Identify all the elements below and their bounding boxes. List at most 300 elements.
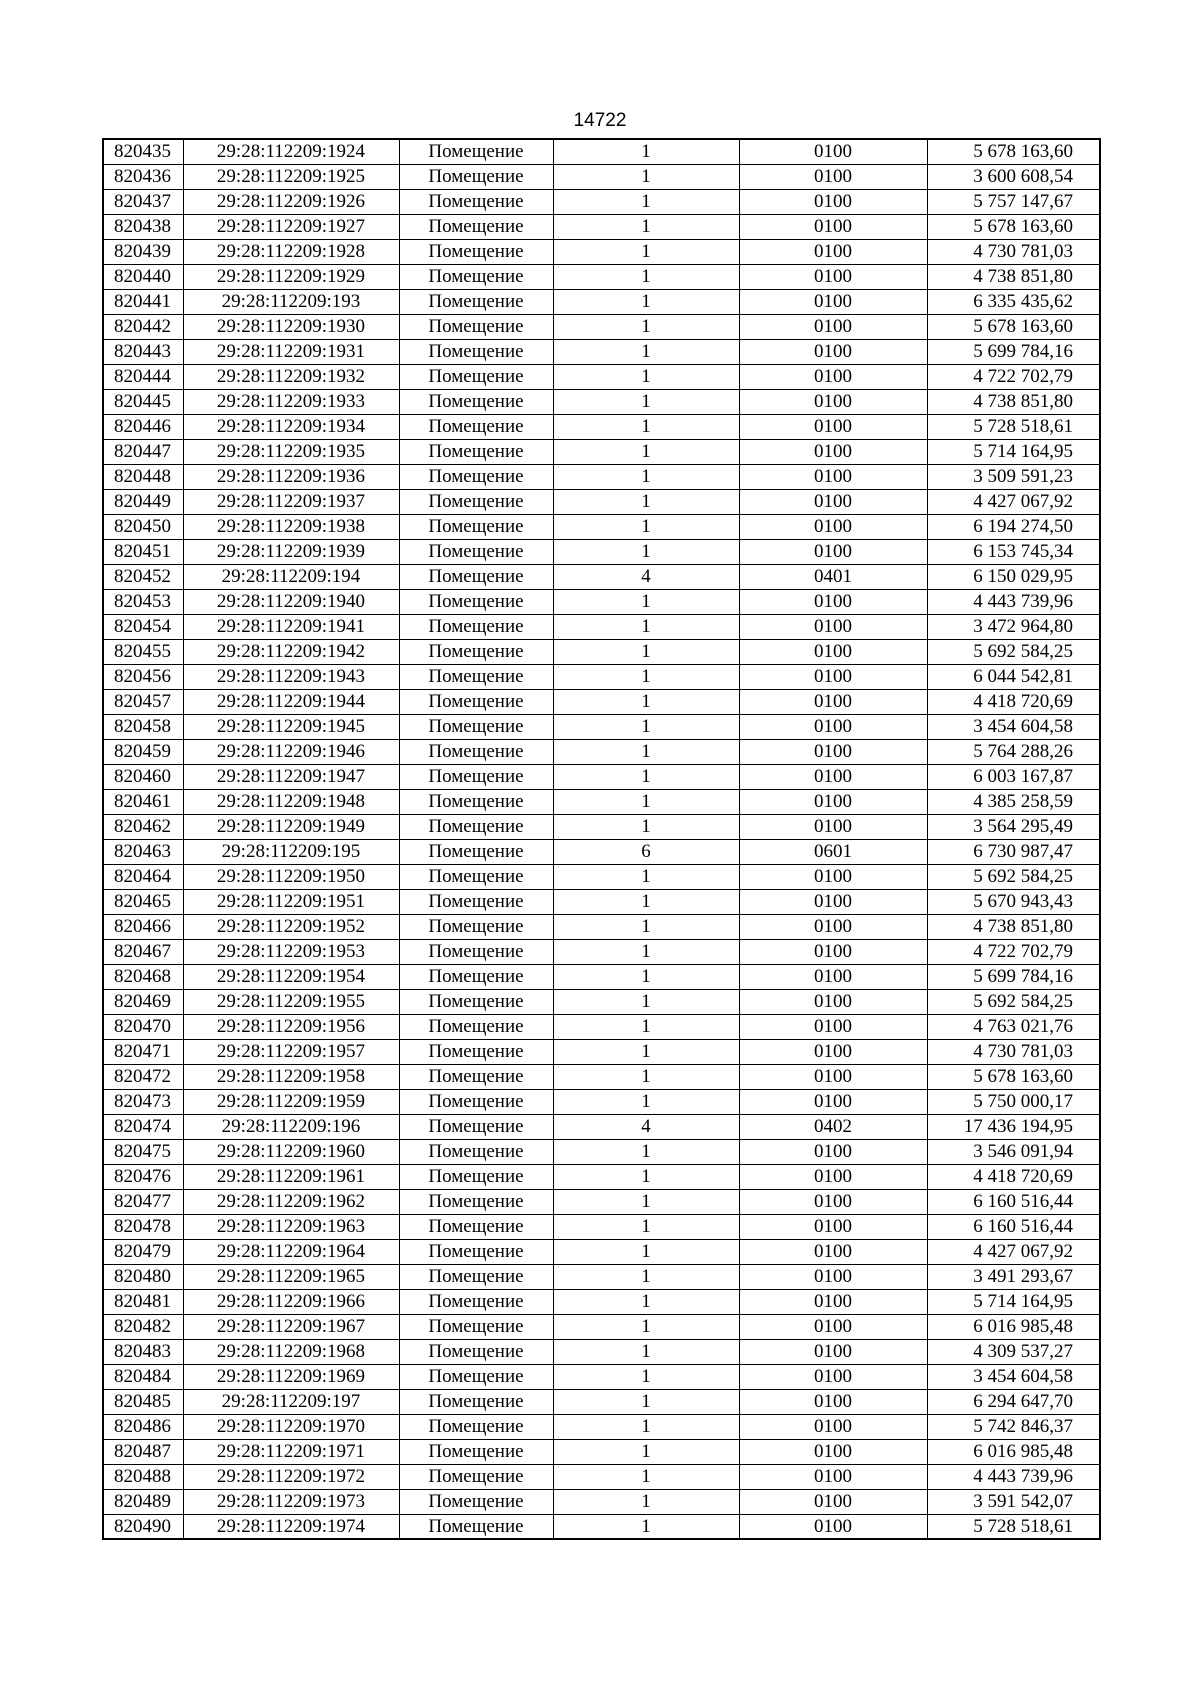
code-cell: 0100 [739, 1489, 927, 1514]
object-type-cell: Помещение [399, 514, 553, 539]
row-number-cell: 820456 [103, 664, 183, 689]
table-row [103, 164, 1100, 189]
table-row [103, 614, 1100, 639]
row-number-cell: 820441 [103, 289, 183, 314]
floor-cell: 1 [553, 289, 739, 314]
cadastral-value-cell: 6 194 274,50 [927, 514, 1100, 539]
object-type-cell: Помещение [399, 789, 553, 814]
code-cell: 0100 [739, 789, 927, 814]
object-type-cell: Помещение [399, 1064, 553, 1089]
floor-cell: 1 [553, 1339, 739, 1364]
row-number-cell: 820458 [103, 714, 183, 739]
row-number-cell: 820481 [103, 1289, 183, 1314]
cadastral-number-cell: 29:28:112209:1928 [183, 239, 399, 264]
table-row [103, 314, 1100, 339]
object-type-cell: Помещение [399, 1464, 553, 1489]
row-number-cell: 820450 [103, 514, 183, 539]
row-number-cell: 820480 [103, 1264, 183, 1289]
row-number-cell: 820448 [103, 464, 183, 489]
table-row [103, 1439, 1100, 1464]
row-number-cell: 820435 [103, 139, 183, 164]
code-cell: 0100 [739, 814, 927, 839]
floor-cell: 1 [553, 1489, 739, 1514]
table-row [103, 1114, 1100, 1139]
table-row [103, 1239, 1100, 1264]
table-row [103, 1139, 1100, 1164]
cadastral-value-cell: 4 738 851,80 [927, 914, 1100, 939]
table-row [103, 1339, 1100, 1364]
registry-table [102, 138, 1101, 1540]
code-cell: 0100 [739, 914, 927, 939]
code-cell: 0100 [739, 489, 927, 514]
row-number-cell: 820455 [103, 639, 183, 664]
code-cell: 0100 [739, 1464, 927, 1489]
object-type-cell: Помещение [399, 239, 553, 264]
cadastral-number-cell: 29:28:112209:1937 [183, 489, 399, 514]
table-row [103, 189, 1100, 214]
object-type-cell: Помещение [399, 164, 553, 189]
cadastral-number-cell: 29:28:112209:1945 [183, 714, 399, 739]
row-number-cell: 820449 [103, 489, 183, 514]
row-number-cell: 820459 [103, 739, 183, 764]
cadastral-value-cell: 5 678 163,60 [927, 139, 1100, 164]
row-number-cell: 820476 [103, 1164, 183, 1189]
cadastral-value-cell: 3 591 542,07 [927, 1489, 1100, 1514]
object-type-cell: Помещение [399, 714, 553, 739]
floor-cell: 1 [553, 214, 739, 239]
registry-table-body [103, 139, 1100, 1539]
cadastral-number-cell: 29:28:112209:1959 [183, 1089, 399, 1114]
object-type-cell: Помещение [399, 339, 553, 364]
row-number-cell: 820445 [103, 389, 183, 414]
floor-cell: 1 [553, 1314, 739, 1339]
table-row [103, 239, 1100, 264]
row-number-cell: 820443 [103, 339, 183, 364]
object-type-cell: Помещение [399, 1439, 553, 1464]
object-type-cell: Помещение [399, 464, 553, 489]
floor-cell: 1 [553, 614, 739, 639]
cadastral-number-cell: 29:28:112209:1956 [183, 1014, 399, 1039]
cadastral-number-cell: 29:28:112209:1930 [183, 314, 399, 339]
floor-cell: 1 [553, 264, 739, 289]
table-row [103, 464, 1100, 489]
code-cell: 0100 [739, 864, 927, 889]
cadastral-value-cell: 5 699 784,16 [927, 339, 1100, 364]
cadastral-number-cell: 29:28:112209:1960 [183, 1139, 399, 1164]
object-type-cell: Помещение [399, 1039, 553, 1064]
code-cell: 0100 [739, 1089, 927, 1114]
cadastral-number-cell: 29:28:112209:1935 [183, 439, 399, 464]
cadastral-number-cell: 29:28:112209:1929 [183, 264, 399, 289]
cadastral-value-cell: 5 678 163,60 [927, 1064, 1100, 1089]
floor-cell: 1 [553, 489, 739, 514]
cadastral-value-cell: 3 509 591,23 [927, 464, 1100, 489]
floor-cell: 1 [553, 464, 739, 489]
floor-cell: 1 [553, 989, 739, 1014]
cadastral-value-cell: 4 427 067,92 [927, 489, 1100, 514]
floor-cell: 1 [553, 514, 739, 539]
object-type-cell: Помещение [399, 139, 553, 164]
cadastral-number-cell: 29:28:112209:197 [183, 1389, 399, 1414]
object-type-cell: Помещение [399, 1514, 553, 1539]
floor-cell: 1 [553, 1064, 739, 1089]
table-row [103, 1364, 1100, 1389]
cadastral-value-cell: 6 730 987,47 [927, 839, 1100, 864]
floor-cell: 1 [553, 314, 739, 339]
row-number-cell: 820470 [103, 1014, 183, 1039]
cadastral-value-cell: 6 294 647,70 [927, 1389, 1100, 1414]
code-cell: 0100 [739, 689, 927, 714]
object-type-cell: Помещение [399, 814, 553, 839]
table-row [103, 339, 1100, 364]
cadastral-value-cell: 6 160 516,44 [927, 1189, 1100, 1214]
object-type-cell: Помещение [399, 1189, 553, 1214]
object-type-cell: Помещение [399, 589, 553, 614]
cadastral-value-cell: 3 454 604,58 [927, 1364, 1100, 1389]
cadastral-value-cell: 4 730 781,03 [927, 239, 1100, 264]
table-row [103, 139, 1100, 164]
object-type-cell: Помещение [399, 1339, 553, 1364]
code-cell: 0100 [739, 514, 927, 539]
code-cell: 0100 [739, 314, 927, 339]
code-cell: 0401 [739, 564, 927, 589]
floor-cell: 1 [553, 1414, 739, 1439]
cadastral-number-cell: 29:28:112209:195 [183, 839, 399, 864]
floor-cell: 1 [553, 164, 739, 189]
object-type-cell: Помещение [399, 1314, 553, 1339]
cadastral-value-cell: 6 044 542,81 [927, 664, 1100, 689]
row-number-cell: 820464 [103, 864, 183, 889]
table-row [103, 1189, 1100, 1214]
object-type-cell: Помещение [399, 1414, 553, 1439]
code-cell: 0100 [739, 289, 927, 314]
object-type-cell: Помещение [399, 664, 553, 689]
table-row [103, 864, 1100, 889]
object-type-cell: Помещение [399, 739, 553, 764]
table-row [103, 1414, 1100, 1439]
code-cell: 0100 [739, 164, 927, 189]
object-type-cell: Помещение [399, 1489, 553, 1514]
object-type-cell: Помещение [399, 989, 553, 1014]
cadastral-value-cell: 4 722 702,79 [927, 364, 1100, 389]
floor-cell: 1 [553, 764, 739, 789]
floor-cell: 1 [553, 1439, 739, 1464]
cadastral-value-cell: 5 750 000,17 [927, 1089, 1100, 1114]
object-type-cell: Помещение [399, 764, 553, 789]
cadastral-value-cell: 4 385 258,59 [927, 789, 1100, 814]
table-row [103, 1064, 1100, 1089]
code-cell: 0100 [739, 339, 927, 364]
cadastral-number-cell: 29:28:112209:1925 [183, 164, 399, 189]
object-type-cell: Помещение [399, 839, 553, 864]
cadastral-value-cell: 4 722 702,79 [927, 939, 1100, 964]
floor-cell: 1 [553, 1364, 739, 1389]
row-number-cell: 820460 [103, 764, 183, 789]
object-type-cell: Помещение [399, 1389, 553, 1414]
cadastral-value-cell: 4 443 739,96 [927, 589, 1100, 614]
cadastral-value-cell: 4 738 851,80 [927, 389, 1100, 414]
table-row [103, 1089, 1100, 1114]
cadastral-value-cell: 5 728 518,61 [927, 414, 1100, 439]
row-number-cell: 820447 [103, 439, 183, 464]
floor-cell: 1 [553, 639, 739, 664]
table-row [103, 1214, 1100, 1239]
cadastral-number-cell: 29:28:112209:1968 [183, 1339, 399, 1364]
cadastral-value-cell: 5 678 163,60 [927, 214, 1100, 239]
row-number-cell: 820451 [103, 539, 183, 564]
cadastral-number-cell: 29:28:112209:1967 [183, 1314, 399, 1339]
cadastral-number-cell: 29:28:112209:1932 [183, 364, 399, 389]
floor-cell: 1 [553, 1089, 739, 1114]
table-row [103, 964, 1100, 989]
cadastral-number-cell: 29:28:112209:1949 [183, 814, 399, 839]
cadastral-number-cell: 29:28:112209:1927 [183, 214, 399, 239]
row-number-cell: 820486 [103, 1414, 183, 1439]
code-cell: 0100 [739, 714, 927, 739]
row-number-cell: 820479 [103, 1239, 183, 1264]
code-cell: 0100 [739, 989, 927, 1014]
code-cell: 0100 [739, 939, 927, 964]
code-cell: 0100 [739, 1064, 927, 1089]
code-cell: 0100 [739, 1339, 927, 1364]
table-row [103, 664, 1100, 689]
floor-cell: 1 [553, 1239, 739, 1264]
object-type-cell: Помещение [399, 1289, 553, 1314]
cadastral-value-cell: 6 160 516,44 [927, 1214, 1100, 1239]
code-cell: 0100 [739, 1264, 927, 1289]
cadastral-number-cell: 29:28:112209:1953 [183, 939, 399, 964]
code-cell: 0100 [739, 1389, 927, 1414]
cadastral-number-cell: 29:28:112209:1962 [183, 1189, 399, 1214]
table-row [103, 914, 1100, 939]
row-number-cell: 820474 [103, 1114, 183, 1139]
code-cell: 0402 [739, 1114, 927, 1139]
table-row [103, 989, 1100, 1014]
row-number-cell: 820463 [103, 839, 183, 864]
row-number-cell: 820462 [103, 814, 183, 839]
code-cell: 0100 [739, 664, 927, 689]
object-type-cell: Помещение [399, 1114, 553, 1139]
cadastral-number-cell: 29:28:112209:1951 [183, 889, 399, 914]
row-number-cell: 820452 [103, 564, 183, 589]
row-number-cell: 820489 [103, 1489, 183, 1514]
floor-cell: 1 [553, 889, 739, 914]
cadastral-value-cell: 4 443 739,96 [927, 1464, 1100, 1489]
cadastral-value-cell: 3 564 295,49 [927, 814, 1100, 839]
table-row [103, 1314, 1100, 1339]
floor-cell: 1 [553, 689, 739, 714]
code-cell: 0100 [739, 1239, 927, 1264]
cadastral-number-cell: 29:28:112209:1965 [183, 1264, 399, 1289]
code-cell: 0100 [739, 239, 927, 264]
table-row [103, 1164, 1100, 1189]
table-row [103, 639, 1100, 664]
floor-cell: 1 [553, 789, 739, 814]
code-cell: 0100 [739, 1164, 927, 1189]
cadastral-number-cell: 29:28:112209:1952 [183, 914, 399, 939]
code-cell: 0100 [739, 1289, 927, 1314]
table-row [103, 214, 1100, 239]
floor-cell: 1 [553, 339, 739, 364]
code-cell: 0100 [739, 439, 927, 464]
cadastral-number-cell: 29:28:112209:193 [183, 289, 399, 314]
cadastral-number-cell: 29:28:112209:1926 [183, 189, 399, 214]
cadastral-value-cell: 6 150 029,95 [927, 564, 1100, 589]
floor-cell: 1 [553, 814, 739, 839]
cadastral-number-cell: 29:28:112209:1955 [183, 989, 399, 1014]
object-type-cell: Помещение [399, 1139, 553, 1164]
cadastral-value-cell: 5 764 288,26 [927, 739, 1100, 764]
table-row [103, 564, 1100, 589]
cadastral-value-cell: 4 730 781,03 [927, 1039, 1100, 1064]
cadastral-number-cell: 29:28:112209:1936 [183, 464, 399, 489]
cadastral-value-cell: 6 153 745,34 [927, 539, 1100, 564]
table-row [103, 1289, 1100, 1314]
floor-cell: 1 [553, 139, 739, 164]
object-type-cell: Помещение [399, 189, 553, 214]
cadastral-number-cell: 29:28:112209:1963 [183, 1214, 399, 1239]
cadastral-number-cell: 29:28:112209:1969 [183, 1364, 399, 1389]
floor-cell: 1 [553, 1189, 739, 1214]
code-cell: 0100 [739, 964, 927, 989]
cadastral-value-cell: 5 692 584,25 [927, 639, 1100, 664]
code-cell: 0100 [739, 414, 927, 439]
floor-cell: 1 [553, 389, 739, 414]
object-type-cell: Помещение [399, 564, 553, 589]
row-number-cell: 820461 [103, 789, 183, 814]
cadastral-value-cell: 17 436 194,95 [927, 1114, 1100, 1139]
cadastral-value-cell: 4 427 067,92 [927, 1239, 1100, 1264]
floor-cell: 1 [553, 539, 739, 564]
row-number-cell: 820488 [103, 1464, 183, 1489]
cadastral-number-cell: 29:28:112209:194 [183, 564, 399, 589]
cadastral-number-cell: 29:28:112209:1938 [183, 514, 399, 539]
table-row [103, 814, 1100, 839]
object-type-cell: Помещение [399, 1014, 553, 1039]
code-cell: 0100 [739, 214, 927, 239]
cadastral-value-cell: 5 670 943,43 [927, 889, 1100, 914]
object-type-cell: Помещение [399, 289, 553, 314]
row-number-cell: 820485 [103, 1389, 183, 1414]
table-row [103, 1039, 1100, 1064]
code-cell: 0100 [739, 189, 927, 214]
object-type-cell: Помещение [399, 439, 553, 464]
floor-cell: 1 [553, 1289, 739, 1314]
row-number-cell: 820473 [103, 1089, 183, 1114]
floor-cell: 4 [553, 1114, 739, 1139]
floor-cell: 1 [553, 239, 739, 264]
table-row [103, 714, 1100, 739]
code-cell: 0100 [739, 739, 927, 764]
row-number-cell: 820483 [103, 1339, 183, 1364]
cadastral-number-cell: 29:28:112209:1931 [183, 339, 399, 364]
table-row [103, 839, 1100, 864]
object-type-cell: Помещение [399, 639, 553, 664]
cadastral-value-cell: 6 003 167,87 [927, 764, 1100, 789]
table-row [103, 1489, 1100, 1514]
table-row [103, 439, 1100, 464]
code-cell: 0100 [739, 889, 927, 914]
object-type-cell: Помещение [399, 964, 553, 989]
floor-cell: 1 [553, 1139, 739, 1164]
table-row [103, 789, 1100, 814]
table-row [103, 739, 1100, 764]
table-row [103, 539, 1100, 564]
table-row [103, 414, 1100, 439]
row-number-cell: 820466 [103, 914, 183, 939]
cadastral-value-cell: 3 472 964,80 [927, 614, 1100, 639]
cadastral-number-cell: 29:28:112209:1942 [183, 639, 399, 664]
page-number: 14722 [573, 110, 627, 131]
cadastral-number-cell: 29:28:112209:1946 [183, 739, 399, 764]
code-cell: 0100 [739, 639, 927, 664]
object-type-cell: Помещение [399, 414, 553, 439]
floor-cell: 1 [553, 1214, 739, 1239]
cadastral-number-cell: 29:28:112209:1966 [183, 1289, 399, 1314]
floor-cell: 1 [553, 1164, 739, 1189]
code-cell: 0100 [739, 764, 927, 789]
floor-cell: 1 [553, 739, 739, 764]
row-number-cell: 820475 [103, 1139, 183, 1164]
object-type-cell: Помещение [399, 489, 553, 514]
cadastral-value-cell: 5 714 164,95 [927, 1289, 1100, 1314]
cadastral-number-cell: 29:28:112209:1924 [183, 139, 399, 164]
code-cell: 0100 [739, 539, 927, 564]
cadastral-value-cell: 5 699 784,16 [927, 964, 1100, 989]
row-number-cell: 820467 [103, 939, 183, 964]
row-number-cell: 820484 [103, 1364, 183, 1389]
object-type-cell: Помещение [399, 1364, 553, 1389]
table-row [103, 1464, 1100, 1489]
floor-cell: 1 [553, 364, 739, 389]
table-row [103, 264, 1100, 289]
row-number-cell: 820482 [103, 1314, 183, 1339]
object-type-cell: Помещение [399, 264, 553, 289]
code-cell: 0100 [739, 1314, 927, 1339]
floor-cell: 1 [553, 589, 739, 614]
object-type-cell: Помещение [399, 689, 553, 714]
row-number-cell: 820437 [103, 189, 183, 214]
object-type-cell: Помещение [399, 1264, 553, 1289]
cadastral-value-cell: 4 763 021,76 [927, 1014, 1100, 1039]
row-number-cell: 820439 [103, 239, 183, 264]
floor-cell: 1 [553, 939, 739, 964]
cadastral-value-cell: 3 491 293,67 [927, 1264, 1100, 1289]
floor-cell: 4 [553, 564, 739, 589]
table-row [103, 514, 1100, 539]
object-type-cell: Помещение [399, 914, 553, 939]
cadastral-value-cell: 3 600 608,54 [927, 164, 1100, 189]
cadastral-value-cell: 3 546 091,94 [927, 1139, 1100, 1164]
code-cell: 0601 [739, 839, 927, 864]
row-number-cell: 820468 [103, 964, 183, 989]
cadastral-number-cell: 29:28:112209:1964 [183, 1239, 399, 1264]
table-row [103, 1514, 1100, 1539]
row-number-cell: 820487 [103, 1439, 183, 1464]
table-row [103, 1014, 1100, 1039]
cadastral-value-cell: 5 728 518,61 [927, 1514, 1100, 1539]
table-row [103, 1264, 1100, 1289]
cadastral-number-cell: 29:28:112209:1948 [183, 789, 399, 814]
row-number-cell: 820444 [103, 364, 183, 389]
cadastral-value-cell: 3 454 604,58 [927, 714, 1100, 739]
code-cell: 0100 [739, 1364, 927, 1389]
cadastral-value-cell: 4 738 851,80 [927, 264, 1100, 289]
object-type-cell: Помещение [399, 889, 553, 914]
object-type-cell: Помещение [399, 864, 553, 889]
cadastral-value-cell: 4 309 537,27 [927, 1339, 1100, 1364]
table-row [103, 1389, 1100, 1414]
